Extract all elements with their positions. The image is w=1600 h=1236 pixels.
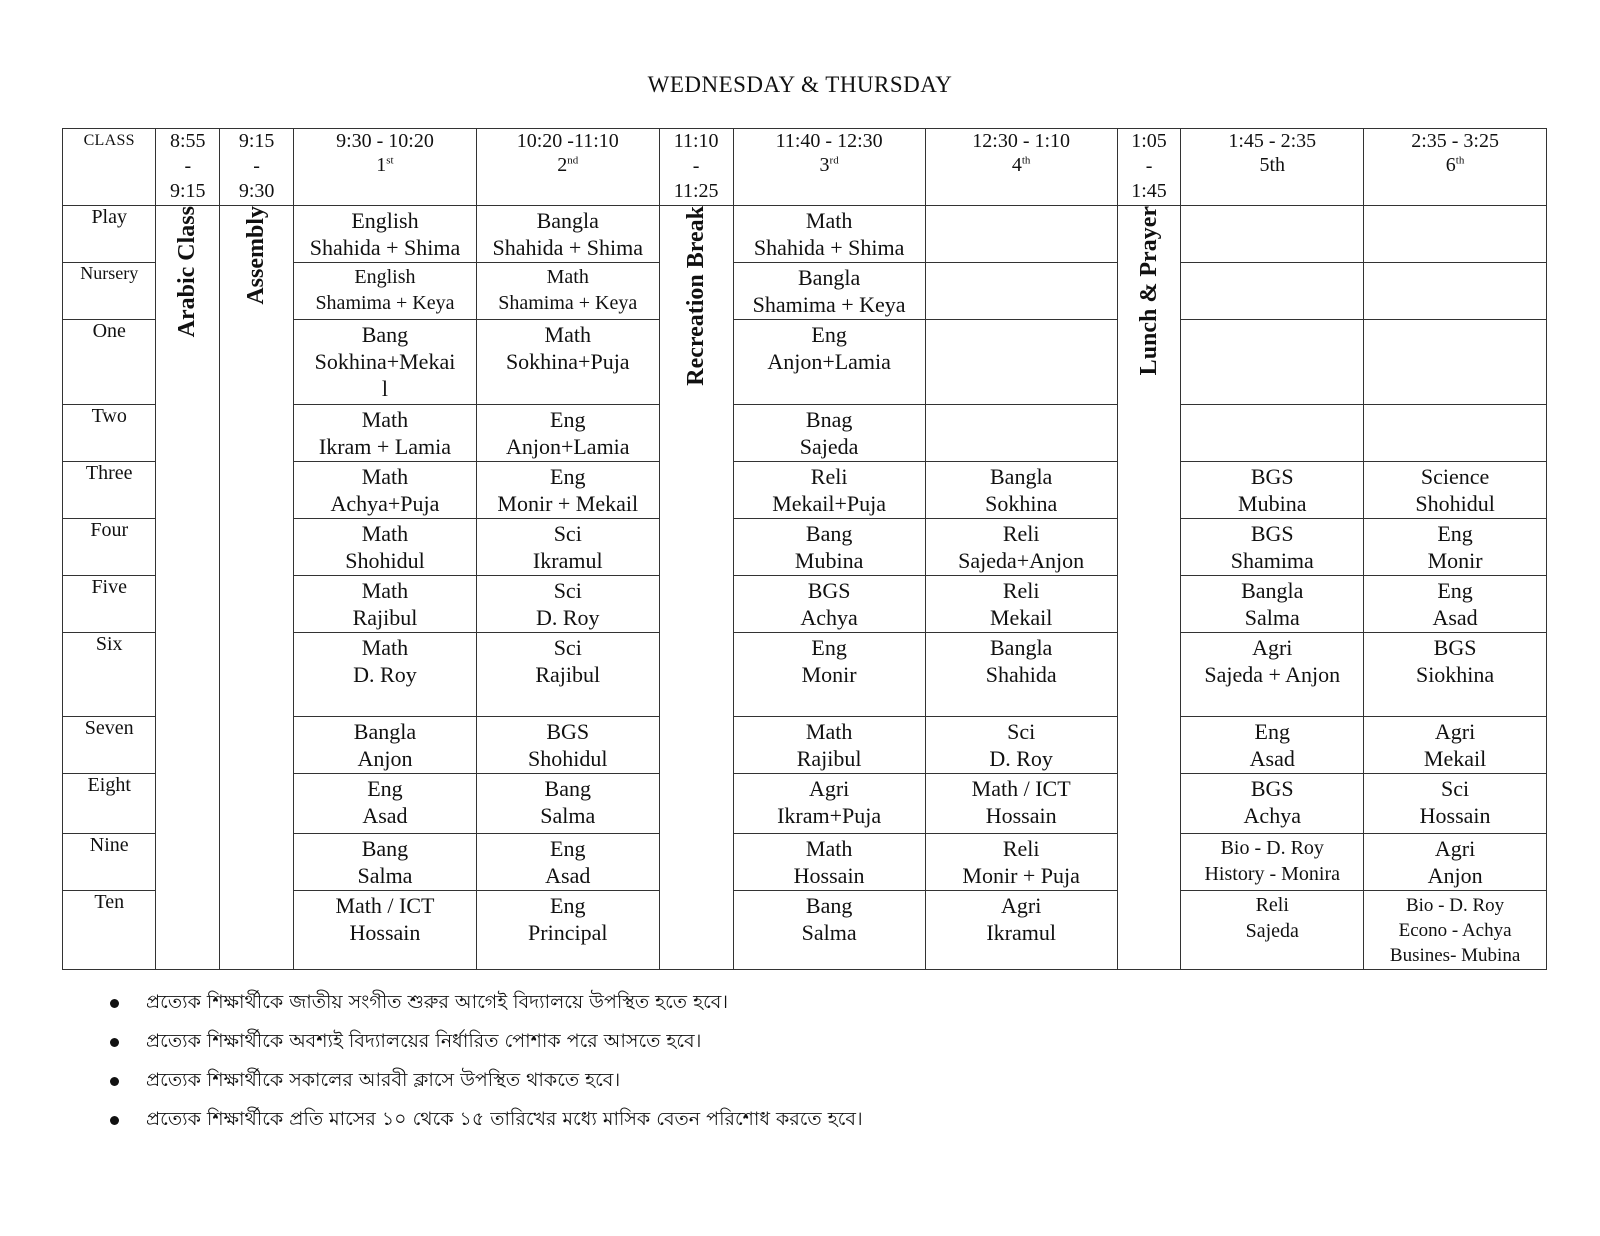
teacher-text: Mekail bbox=[1423, 746, 1487, 772]
period-2-cell bbox=[476, 404, 659, 461]
teacher-text: D. Roy bbox=[353, 661, 417, 687]
period-1-cell bbox=[294, 890, 477, 969]
teacher-text: Achya+Puja bbox=[330, 490, 440, 516]
period-5-header: 1:45 - 2:35 5th bbox=[1181, 129, 1364, 206]
lunch-prayer-column bbox=[1117, 206, 1181, 970]
period-2-cell bbox=[476, 575, 659, 632]
teacher-text: Asad bbox=[362, 803, 408, 829]
period-6-cell bbox=[1364, 632, 1547, 717]
teacher-text: Asad bbox=[545, 862, 591, 888]
teacher-text: Sajeda bbox=[799, 433, 859, 459]
note-item: প্রত্যেক শিক্ষার্থীকে অবশ্যই বিদ্যালয়ের নির্ধারিত পোশাক পরে আসতে হবে। bbox=[108, 1029, 863, 1068]
assembly-column bbox=[220, 206, 294, 970]
period-3-cell bbox=[733, 461, 925, 518]
period-5-cell bbox=[1181, 206, 1364, 263]
teacher-text: Hossain bbox=[985, 803, 1057, 829]
period-1-cell bbox=[294, 263, 477, 320]
subject-text: Eng bbox=[550, 463, 586, 489]
teacher-text: Asad bbox=[1249, 746, 1295, 772]
arabic-time-header: 8:55 - 9:15 bbox=[156, 129, 220, 206]
teacher-text: Anjon+Lamia bbox=[505, 433, 630, 459]
period-2-cell bbox=[476, 717, 659, 774]
note-item: প্রত্যেক শিক্ষার্থীকে সকালের আরবী ক্লাসে উপস্থিত থাকতে হবে। bbox=[108, 1068, 863, 1107]
period-6-cell bbox=[1364, 263, 1547, 320]
class-name-cell: Two bbox=[63, 404, 156, 461]
teacher-text: Busines- Mubina bbox=[1389, 944, 1521, 966]
period-5-cell bbox=[1181, 717, 1364, 774]
subject-text: Reli bbox=[1255, 893, 1289, 916]
period-6-cell bbox=[1364, 833, 1547, 890]
teacher-text: Siokhina bbox=[1415, 661, 1495, 687]
class-name-cell: Six bbox=[63, 632, 156, 717]
recreation-break-column-label: Recreation Break bbox=[682, 206, 709, 387]
notes-list bbox=[108, 990, 863, 1146]
period-4-cell bbox=[925, 320, 1117, 405]
teacher-text: Econo - Achya bbox=[1398, 919, 1512, 941]
subject-text: Math bbox=[361, 406, 409, 432]
teacher-text: Sokhina+Puja bbox=[505, 349, 630, 375]
subject-text: Eng bbox=[1437, 520, 1473, 546]
teacher-text: Shahida + Shima bbox=[309, 235, 461, 261]
class-name-cell: Four bbox=[63, 518, 156, 575]
subject-text: Bangla bbox=[990, 463, 1053, 489]
teacher-text: Monir + Puja bbox=[962, 862, 1080, 888]
period-1-cell bbox=[294, 404, 477, 461]
teacher-text: Anjon+Lamia bbox=[767, 349, 891, 375]
note-item: প্রত্যেক শিক্ষার্থীকে প্রতি মাসের ১০ থেকে ১৫ তারিখের মধ্যে মাসিক বেতন পরিশোধ করতে হবে। bbox=[108, 1107, 863, 1146]
subject-text: BGS bbox=[807, 577, 851, 603]
period-6-cell bbox=[1364, 518, 1547, 575]
subject-text: Sci bbox=[553, 577, 582, 603]
subject-text: Eng bbox=[550, 892, 586, 918]
teacher-text: Achya bbox=[800, 604, 858, 630]
subject-text: Math / ICT bbox=[335, 892, 435, 918]
class-name-cell: One bbox=[63, 320, 156, 405]
period-5-cell bbox=[1181, 575, 1364, 632]
class-name-cell: Seven bbox=[63, 717, 156, 774]
teacher-text: Rajibul bbox=[535, 661, 601, 687]
arabic-class-column-label: Arabic Class bbox=[174, 206, 201, 338]
subject-text: Math bbox=[805, 719, 853, 745]
subject-text: BGS bbox=[1250, 520, 1294, 546]
teacher-text: Sokhina+Mekai bbox=[314, 349, 456, 375]
period-3-cell bbox=[733, 833, 925, 890]
teacher-text: D. Roy bbox=[535, 604, 600, 630]
subject-text: Math bbox=[805, 208, 853, 234]
teacher-text: Shamima + Keya bbox=[752, 292, 906, 318]
period-5-cell bbox=[1181, 518, 1364, 575]
lunch-prayer-column-label: Lunch & Prayer bbox=[1135, 206, 1162, 376]
subject-text: Math bbox=[361, 463, 409, 489]
class-header: CLASS bbox=[63, 129, 156, 206]
teacher-text: Anjon bbox=[357, 746, 413, 772]
subject-text: Math bbox=[361, 577, 409, 603]
period-3-cell bbox=[733, 890, 925, 969]
subject-text: Eng bbox=[811, 322, 847, 348]
class-name-cell: Three bbox=[63, 461, 156, 518]
period-1-cell bbox=[294, 632, 477, 717]
period-5-cell bbox=[1181, 404, 1364, 461]
period-2-cell bbox=[476, 518, 659, 575]
teacher-text: D. Roy bbox=[989, 746, 1053, 772]
period-5-cell bbox=[1181, 774, 1364, 833]
period-1-cell bbox=[294, 833, 477, 890]
period-4-cell bbox=[925, 518, 1117, 575]
subject-text: Sci bbox=[553, 520, 582, 546]
subject-text: Bio - D. Roy bbox=[1405, 894, 1505, 916]
period-6-cell bbox=[1364, 774, 1547, 833]
period-4-header: 12:30 - 1:10 4th bbox=[925, 129, 1117, 206]
subject-text: Bangla bbox=[797, 265, 861, 291]
period-3-cell bbox=[733, 320, 925, 405]
subject-text: Eng bbox=[550, 406, 586, 432]
subject-text: Eng bbox=[1437, 577, 1473, 603]
period-5-cell bbox=[1181, 320, 1364, 405]
teacher-text: Mubina bbox=[794, 547, 864, 573]
class-name-cell: Five bbox=[63, 575, 156, 632]
teacher-text: Salma bbox=[357, 862, 413, 888]
teacher-text: Shamima + Keya bbox=[315, 292, 455, 315]
period-2-cell bbox=[476, 320, 659, 405]
page-title: WEDNESDAY & THURSDAY bbox=[647, 72, 953, 97]
subject-text: Math bbox=[805, 835, 853, 861]
teacher-text: Shahida + Shima bbox=[492, 235, 644, 261]
teacher-text: Sajeda bbox=[1245, 919, 1299, 942]
subject-text: Bangla bbox=[1241, 577, 1304, 603]
teacher-text: History - Monira bbox=[1204, 862, 1341, 885]
subject-text: Bang bbox=[361, 835, 409, 861]
subject-text: Reli bbox=[1002, 577, 1040, 603]
period-2-cell bbox=[476, 774, 659, 833]
teacher-text: Hossain bbox=[349, 919, 421, 945]
teacher-text: Shohidul bbox=[528, 746, 608, 772]
teacher-text: Principal bbox=[528, 919, 608, 945]
period-4-cell bbox=[925, 890, 1117, 969]
period-2-cell bbox=[476, 263, 659, 320]
period-5-cell bbox=[1181, 263, 1364, 320]
subject-text: Math bbox=[546, 266, 589, 289]
assembly-time-header: 9:15 - 9:30 bbox=[220, 129, 294, 206]
class-name-cell: Nine bbox=[63, 833, 156, 890]
subject-text: Agri bbox=[1252, 634, 1293, 660]
period-2-cell bbox=[476, 461, 659, 518]
subject-text: Bangla bbox=[536, 208, 599, 234]
period-5-cell bbox=[1181, 632, 1364, 717]
teacher-text: Salma bbox=[1244, 604, 1300, 630]
subject-text: Bang bbox=[361, 322, 409, 348]
table-row bbox=[63, 206, 1547, 263]
subject-text: Eng bbox=[367, 776, 403, 802]
subject-text: Math bbox=[361, 520, 409, 546]
period-1-cell bbox=[294, 320, 477, 405]
period-4-cell bbox=[925, 263, 1117, 320]
subject-text: Eng bbox=[550, 835, 586, 861]
teacher-text: Anjon bbox=[1427, 862, 1483, 888]
period-6-cell bbox=[1364, 206, 1547, 263]
teacher-text: Salma bbox=[801, 919, 857, 945]
teacher-text: Ikramul bbox=[532, 547, 603, 573]
period-2-cell bbox=[476, 206, 659, 263]
period-5-cell bbox=[1181, 833, 1364, 890]
period-3-cell bbox=[733, 518, 925, 575]
subject-text: Science bbox=[1420, 463, 1490, 489]
teacher-text: Shohidul bbox=[1415, 490, 1495, 516]
period-3-cell bbox=[733, 575, 925, 632]
subject-text: Bnag bbox=[805, 406, 853, 432]
teacher-text: Monir bbox=[1427, 547, 1483, 573]
subject-text: Agri bbox=[1434, 719, 1476, 745]
period-6-header: 2:35 - 3:25 6th bbox=[1364, 129, 1547, 206]
teacher-text: Achya bbox=[1243, 803, 1301, 829]
teacher-text: Monir + Mekail bbox=[497, 490, 639, 516]
period-1-cell bbox=[294, 206, 477, 263]
note-item: প্রত্যেক শিক্ষার্থীকে জাতীয় সংগীত শুরুর আগেই বিদ্যালয়ে উপস্থিত হতে হবে। bbox=[108, 990, 863, 1029]
subject-text: BGS bbox=[1250, 776, 1294, 802]
period-4-cell bbox=[925, 632, 1117, 717]
subject-text: Agri bbox=[1434, 835, 1476, 861]
period-6-cell bbox=[1364, 461, 1547, 518]
subject-text: Agri bbox=[808, 776, 850, 802]
period-1-cell bbox=[294, 575, 477, 632]
period-6-cell bbox=[1364, 890, 1547, 969]
period-3-header: 11:40 - 12:30 3rd bbox=[733, 129, 925, 206]
teacher-text: Salma bbox=[540, 803, 596, 829]
subject-text: English bbox=[351, 208, 419, 234]
teacher-text: Shohidul bbox=[345, 547, 425, 573]
teacher-text: Hossain bbox=[793, 862, 865, 888]
subject-text: BGS bbox=[1250, 463, 1294, 489]
subject-text: Sci bbox=[1007, 719, 1036, 745]
period-2-cell bbox=[476, 632, 659, 717]
period-4-cell bbox=[925, 833, 1117, 890]
teacher-text: Hossain bbox=[1419, 803, 1491, 829]
subject-text: Math bbox=[361, 634, 409, 660]
subject-text: Math / ICT bbox=[971, 776, 1071, 802]
period-3-cell bbox=[733, 632, 925, 717]
subject-text: Bangla bbox=[990, 634, 1053, 660]
period-4-cell bbox=[925, 461, 1117, 518]
teacher-text: Sajeda+Anjon bbox=[958, 547, 1085, 573]
subject-text: Bangla bbox=[353, 719, 417, 745]
period-4-cell bbox=[925, 717, 1117, 774]
subject-text: BGS bbox=[546, 719, 590, 745]
teacher-text: Shahida + Shima bbox=[753, 235, 905, 261]
period-3-cell bbox=[733, 774, 925, 833]
period-1-cell bbox=[294, 717, 477, 774]
teacher-text: Shahida bbox=[985, 661, 1057, 687]
period-2-cell bbox=[476, 890, 659, 969]
period-3-cell bbox=[733, 717, 925, 774]
teacher-text: Rajibul bbox=[796, 746, 862, 772]
period-1-cell bbox=[294, 461, 477, 518]
subject-text: Reli bbox=[810, 463, 848, 489]
period-4-cell bbox=[925, 206, 1117, 263]
period-5-cell bbox=[1181, 890, 1364, 969]
subject-text: Bang bbox=[544, 776, 591, 802]
teacher-text: Shamima bbox=[1230, 547, 1314, 573]
teacher-text: Asad bbox=[1432, 604, 1478, 630]
period-6-cell bbox=[1364, 320, 1547, 405]
teacher-text: Sajeda + Anjon bbox=[1204, 661, 1341, 687]
header-row bbox=[63, 129, 1547, 206]
period-2-cell bbox=[476, 833, 659, 890]
subject-text: Math bbox=[544, 322, 591, 348]
period-3-cell bbox=[733, 404, 925, 461]
period-6-cell bbox=[1364, 404, 1547, 461]
period-4-cell bbox=[925, 774, 1117, 833]
class-routine-table bbox=[62, 128, 1547, 970]
teacher-text: l bbox=[381, 376, 389, 402]
subject-text: Bang bbox=[805, 892, 853, 918]
period-1-cell bbox=[294, 518, 477, 575]
subject-text: English bbox=[354, 266, 416, 289]
teacher-text: Mekail+Puja bbox=[772, 490, 887, 516]
period-3-cell bbox=[733, 263, 925, 320]
subject-text: Eng bbox=[1254, 719, 1290, 745]
subject-text: Sci bbox=[1441, 776, 1470, 802]
class-name-cell: Nursery bbox=[63, 263, 156, 320]
subject-text: Eng bbox=[811, 634, 847, 660]
teacher-text: Mekail bbox=[990, 604, 1053, 630]
class-name-cell: Play bbox=[63, 206, 156, 263]
subject-text: Sci bbox=[553, 634, 582, 660]
period-2-header: 10:20 -11:10 2nd bbox=[476, 129, 659, 206]
teacher-text: Ikramul bbox=[986, 919, 1056, 945]
assembly-column-label: Assembly bbox=[243, 206, 270, 306]
subject-text: Agri bbox=[1001, 892, 1042, 918]
arabic-class-column bbox=[156, 206, 220, 970]
period-4-cell bbox=[925, 575, 1117, 632]
recreation-break-column bbox=[659, 206, 733, 970]
subject-text: Reli bbox=[1002, 835, 1040, 861]
teacher-text: Mubina bbox=[1238, 490, 1307, 516]
teacher-text: Ikram+Puja bbox=[777, 803, 882, 829]
period-1-header: 9:30 - 10:20 1st bbox=[294, 129, 477, 206]
period-1-cell bbox=[294, 774, 477, 833]
period-4-cell bbox=[925, 404, 1117, 461]
class-name-cell: Ten bbox=[63, 890, 156, 969]
teacher-text: Rajibul bbox=[352, 604, 418, 630]
break-time-header: 11:10 - 11:25 bbox=[659, 129, 733, 206]
period-6-cell bbox=[1364, 717, 1547, 774]
subject-text: Bio - D. Roy bbox=[1220, 836, 1324, 859]
period-6-cell bbox=[1364, 575, 1547, 632]
teacher-text: Ikram + Lamia bbox=[318, 433, 452, 459]
subject-text: BGS bbox=[1433, 634, 1477, 660]
subject-text: Bang bbox=[805, 520, 853, 546]
period-5-cell bbox=[1181, 461, 1364, 518]
period-3-cell bbox=[733, 206, 925, 263]
teacher-text: Sokhina bbox=[985, 490, 1058, 516]
teacher-text: Monir bbox=[801, 661, 857, 687]
teacher-text: Shamima + Keya bbox=[498, 292, 638, 315]
lunch-time-header: 1:05 - 1:45 bbox=[1117, 129, 1181, 206]
subject-text: Reli bbox=[1002, 520, 1040, 546]
class-name-cell: Eight bbox=[63, 774, 156, 833]
